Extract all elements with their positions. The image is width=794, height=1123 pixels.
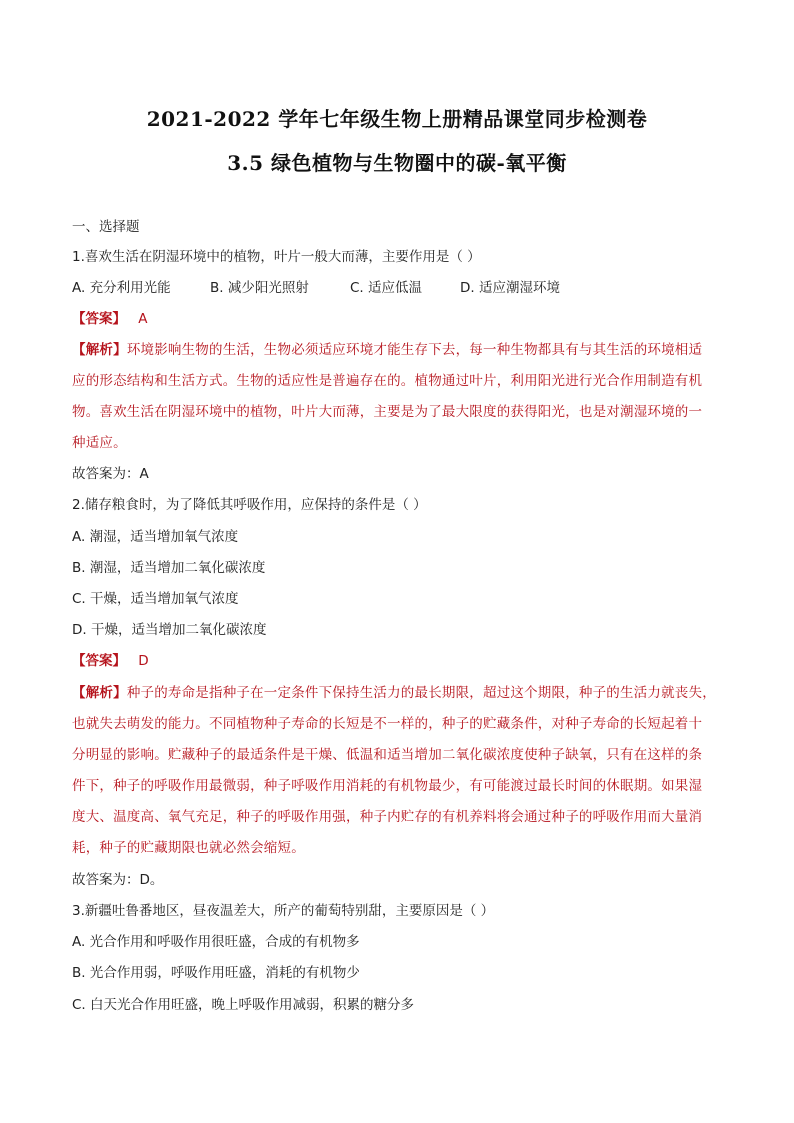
answer-tag: 【答案】 (72, 311, 126, 327)
q1-conclusion: 故答案为：A (72, 466, 149, 482)
q2-answer (72, 651, 724, 671)
q2-option-b: B. 潮湿，适当增加二氧化碳浓度 (72, 560, 266, 576)
q2-option-c: C. 干燥，适当增加氧气浓度 (72, 591, 239, 607)
q1-analysis-line: 种适应。 (72, 435, 127, 451)
q2-analysis-line: 也就失去萌发的能力。不同植物种子寿命的长短是不一样的，种子的贮藏条件，对种子寿命的长短起着十 (72, 716, 703, 732)
q2-option-a: A. 潮湿，适当增加氧气浓度 (72, 529, 239, 545)
answer-tag: 【答案】 (72, 653, 126, 669)
q1-analysis (72, 340, 724, 464)
q2-analysis-line: 分明显的影响。贮藏种子的最适条件是干燥、低温和适当增加二氧化碳浓度使种子缺氧，只有在这样的条 (72, 747, 703, 763)
q1-stem: 1.喜欢生活在阴湿环境中的植物，叶片一般大而薄，主要作用是（ ） (72, 249, 481, 265)
q2-answer-value: D (138, 653, 149, 669)
q2-analysis-line: 件下，种子的呼吸作用最微弱，种子呼吸作用消耗的有机物最少，有可能渡过最长时间的休眠期。如果湿 (72, 778, 703, 794)
q2-analysis (72, 683, 724, 869)
q1-answer (72, 309, 724, 329)
analysis-tag: 【解析】 (72, 342, 127, 358)
q2-option-d: D. 干燥，适当增加二氧化碳浓度 (72, 622, 267, 638)
q2-analysis-line: 种子的寿命是指种子在一定条件下保持生活力的最长期限，超过这个期限，种子的生活力就丧失， (126, 685, 716, 701)
q3-option-b: B. 光合作用弱，呼吸作用旺盛，消耗的有机物少 (72, 965, 360, 981)
q3-option-c: C. 白天光合作用旺盛，晚上呼吸作用减弱，积累的糖分多 (72, 997, 415, 1013)
q1-analysis-line: 应的形态结构和生活方式。生物的适应性是普遍存在的。植物通过叶片，利用阳光进行光合作用制造有机 (72, 373, 703, 389)
section-heading: 一、选择题 (72, 219, 140, 235)
doc-subtitle: 3.5 绿色植物与生物圈中的碳-氧平衡 (227, 151, 567, 175)
q2-stem: 2.储存粮食时，为了降低其呼吸作用，应保持的条件是（ ） (72, 497, 427, 513)
q1-option-a: A. 充分利用光能 (72, 280, 171, 296)
q2-analysis-line: 耗，种子的贮藏期限也就必然会缩短。 (72, 840, 305, 856)
q1-option-d: D. 适应潮湿环境 (460, 280, 560, 296)
q1-analysis-line: 环境影响生物的生活，生物必须适应环境才能生存下去，每一种生物都具有与其生活的环境相适 (126, 342, 703, 358)
q2-conclusion: 故答案为：D。 (72, 872, 164, 888)
q1-option-b: B. 减少阳光照射 (210, 280, 309, 296)
analysis-tag: 【解析】 (72, 685, 127, 701)
q1-answer-value: A (138, 311, 148, 327)
q1-option-c: C. 适应低温 (350, 280, 423, 296)
q1-options (72, 278, 724, 298)
q1-analysis-line: 物。喜欢生活在阴湿环境中的植物，叶片大而薄，主要是为了最大限度的获得阳光，也是对潮湿环境的一 (72, 404, 703, 420)
q3-option-a: A. 光合作用和呼吸作用很旺盛，合成的有机物多 (72, 934, 360, 950)
q2-analysis-line: 度大、温度高、氧气充足，种子的呼吸作用强，种子内贮存的有机养料将会通过种子的呼吸作用而大量消 (72, 809, 703, 825)
doc-title: 2021-2022 学年七年级生物上册精品课堂同步检测卷 (146, 107, 648, 131)
q3-stem: 3.新疆吐鲁番地区，昼夜温差大，所产的葡萄特别甜，主要原因是（ ） (72, 903, 495, 919)
